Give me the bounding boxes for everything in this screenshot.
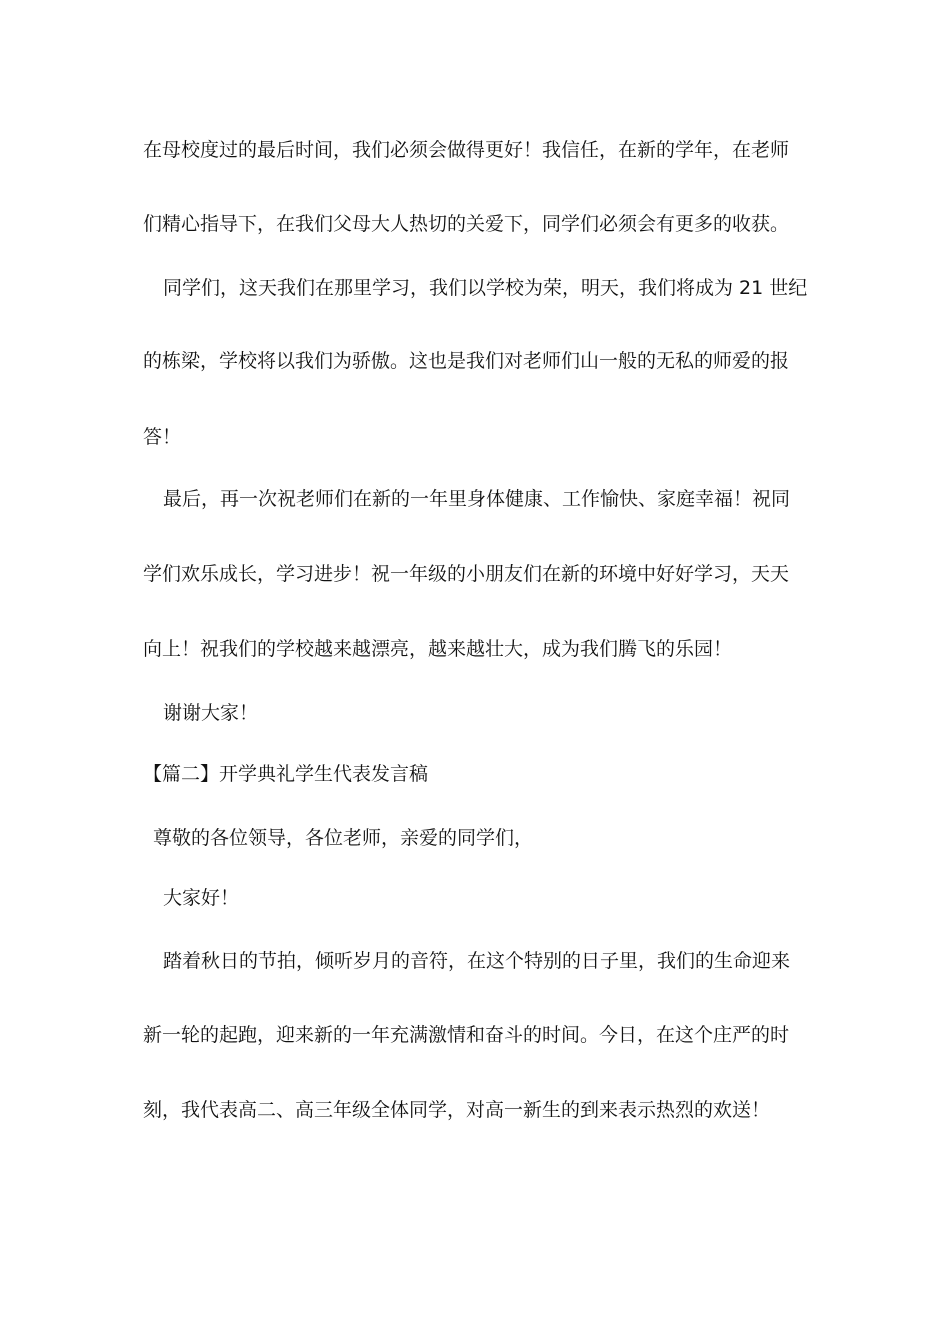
paragraph-line-1: 在母校度过的最后时间，我们必须会做得更好！我信任，在新的学年，在老师 <box>143 139 790 161</box>
greeting-line: 大家好！ <box>163 887 240 909</box>
closing-thanks: 谢谢大家！ <box>163 702 259 724</box>
paragraph-line-2: 们精心指导下，在我们父母大人热切的关爱下，同学们必须会有更多的收获。 <box>143 213 790 235</box>
paragraph-line-13: 踏着秋日的节拍，倾听岁月的音符，在这个特别的日子里，我们的生命迎来 <box>163 950 791 972</box>
paragraph-line-5: 答！ <box>143 426 182 448</box>
paragraph-line-6: 最后，再一次祝老师们在新的一年里身体健康、工作愉快、家庭幸福！祝同 <box>163 488 791 510</box>
paragraph-line-15: 刻，我代表高二、高三年级全体同学，对高一新生的到来表示热烈的欢送！ <box>143 1099 771 1121</box>
paragraph-line-14: 新一轮的起跑，迎来新的一年充满激情和奋斗的时间。今日，在这个庄严的时 <box>143 1024 790 1046</box>
paragraph-line-4: 的栋梁，学校将以我们为骄傲。这也是我们对老师们山一般的无私的师爱的报 <box>143 350 790 372</box>
paragraph-line-3: 同学们，这天我们在那里学习，我们以学校为荣，明天，我们将成为 21 世纪 <box>163 277 808 299</box>
salutation-line: 尊敬的各位领导，各位老师，亲爱的同学们， <box>153 827 534 849</box>
paragraph-line-7: 学们欢乐成长，学习进步！祝一年级的小朋友们在新的环境中好好学习，天天 <box>143 563 790 585</box>
section-heading: 【篇二】开学典礼学生代表发言稿 <box>143 763 429 785</box>
paragraph-line-8: 向上！祝我们的学校越来越漂亮，越来越壮大，成为我们腾飞的乐园！ <box>143 638 733 660</box>
